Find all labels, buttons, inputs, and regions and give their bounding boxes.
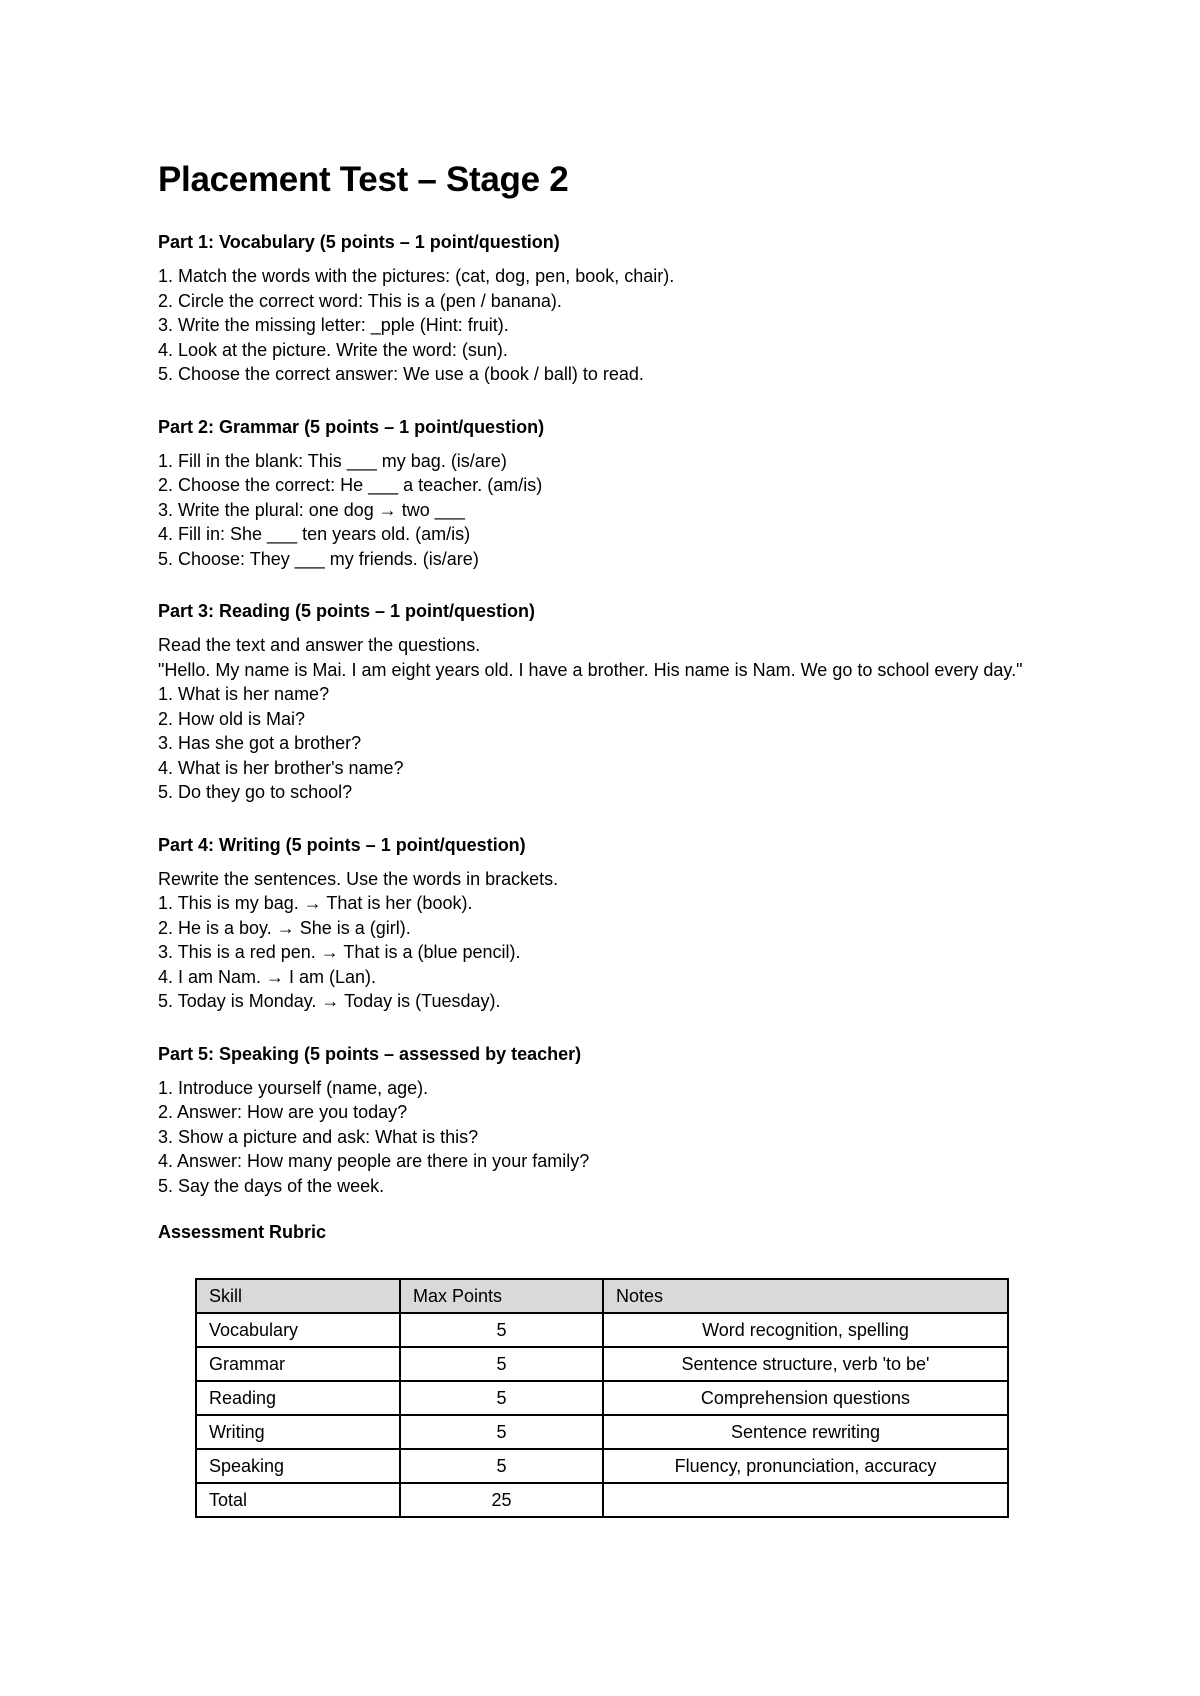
question-line: 2. Circle the correct word: This is a (pen / banana).	[158, 290, 562, 311]
page-title: Placement Test – Stage 2	[158, 160, 569, 199]
part-5-section	[158, 1042, 1048, 1199]
skill-cell: Reading	[196, 1381, 400, 1415]
notes-cell: Sentence structure, verb 'to be'	[603, 1347, 1008, 1381]
question-line: 3. Show a picture and ask: What is this?	[158, 1126, 479, 1147]
question-line: 3. This is a red pen. → That is a (blue pencil).	[158, 942, 521, 962]
question-line: 1. This is my bag. → That is her (book).	[158, 893, 473, 913]
question-line: 3. Has she got a brother?	[158, 733, 362, 753]
document-content	[158, 158, 1048, 1244]
rubric-heading: Assessment Rubric	[158, 1222, 327, 1242]
question-line: 3. Write the plural: one dog → two ___	[158, 499, 465, 520]
part-5-heading: Part 5: Speaking (5 points – assessed by teacher)	[158, 1043, 582, 1064]
points-cell: 5	[400, 1347, 603, 1381]
question-line: 1. Match the words with the pictures: (cat, dog, pen, book, chair).	[158, 266, 675, 286]
table-row	[196, 1313, 1008, 1347]
question-line: 4. What is her brother's name?	[158, 757, 404, 778]
question-line: 2. Choose the correct: He ___ a teacher. (am/is)	[158, 475, 543, 495]
table-row	[196, 1347, 1008, 1381]
question-line: 4. Look at the picture. Write the word: (sun).	[158, 339, 508, 360]
question-line: 2. Answer: How are you today?	[158, 1102, 408, 1122]
skill-cell: Speaking	[196, 1449, 400, 1483]
part-4-heading: Part 4: Writing (5 points – 1 point/question)	[158, 834, 526, 855]
skill-cell: Vocabulary	[196, 1313, 400, 1347]
table-row	[196, 1381, 1008, 1415]
part-3-section	[158, 599, 1048, 805]
points-cell: 5	[400, 1313, 603, 1347]
question-line: 5. Do they go to school?	[158, 782, 353, 802]
part-1-heading: Part 1: Vocabulary (5 points – 1 point/question)	[158, 232, 560, 252]
instruction-line: Read the text and answer the questions.	[158, 635, 481, 655]
question-line: 4. Answer: How many people are there in your family?	[158, 1151, 590, 1171]
question-line: 4. I am Nam. → I am (Lan).	[158, 966, 377, 987]
table-row	[196, 1449, 1008, 1483]
notes-cell: Sentence rewriting	[603, 1415, 1008, 1449]
notes-cell: Fluency, pronunciation, accuracy	[603, 1449, 1008, 1483]
part-3-heading: Part 3: Reading (5 points – 1 point/question)	[158, 601, 536, 621]
question-line: 5. Choose the correct answer: We use a (book / ball) to read.	[158, 364, 644, 384]
table-row	[196, 1415, 1008, 1449]
points-cell: 25	[400, 1483, 603, 1517]
question-line: 5. Today is Monday. → Today is (Tuesday).	[158, 991, 501, 1011]
question-line: 2. How old is Mai?	[158, 708, 306, 729]
part-4-section	[158, 833, 1048, 1014]
question-line: 4. Fill in: She ___ ten years old. (am/is)	[158, 524, 471, 544]
notes-cell: Comprehension questions	[603, 1381, 1008, 1415]
part-2-heading: Part 2: Grammar (5 points – 1 point/question)	[158, 416, 545, 437]
part-1-section	[158, 230, 1048, 387]
question-line: 2. He is a boy. → She is a (girl).	[158, 917, 411, 938]
rubric-table	[195, 1278, 1009, 1518]
points-cell: 5	[400, 1381, 603, 1415]
question-line: 1. Introduce yourself (name, age).	[158, 1077, 429, 1098]
skill-cell: Grammar	[196, 1347, 400, 1381]
reading-passage: "Hello. My name is Mai. I am eight years old. I have a brother. His name is Nam. We go to school every day."	[158, 659, 1023, 680]
points-cell: 5	[400, 1449, 603, 1483]
column-header-max-points: Max Points	[400, 1279, 603, 1313]
question-line: 5. Say the days of the week.	[158, 1175, 385, 1196]
skill-cell: Total	[196, 1483, 400, 1517]
question-line: 3. Write the missing letter: _pple (Hint: fruit).	[158, 315, 509, 335]
table-row-total	[196, 1483, 1008, 1517]
notes-cell	[603, 1483, 1008, 1517]
column-header-notes: Notes	[603, 1279, 1008, 1313]
points-cell: 5	[400, 1415, 603, 1449]
part-2-section	[158, 415, 1048, 572]
instruction-line: Rewrite the sentences. Use the words in brackets.	[158, 868, 559, 889]
column-header-skill: Skill	[196, 1279, 400, 1313]
skill-cell: Writing	[196, 1415, 400, 1449]
question-line: 1. Fill in the blank: This ___ my bag. (is/are)	[158, 450, 507, 471]
question-line: 5. Choose: They ___ my friends. (is/are)	[158, 548, 479, 569]
notes-cell: Word recognition, spelling	[603, 1313, 1008, 1347]
question-line: 1. What is her name?	[158, 684, 330, 704]
table-header-row	[196, 1279, 1008, 1313]
